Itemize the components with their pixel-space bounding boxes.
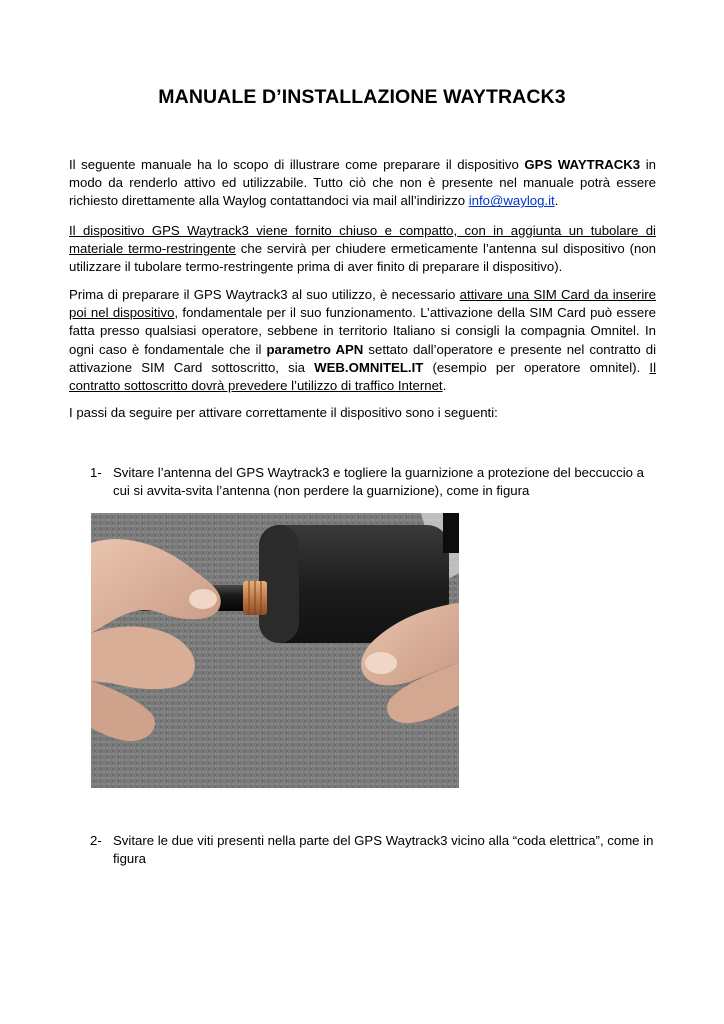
antenna-removal-photo xyxy=(91,513,459,788)
antenna-removal-illustration xyxy=(91,513,459,788)
step-2-number: 2- xyxy=(90,833,102,848)
contact-email-link[interactable]: info@waylog.it xyxy=(468,193,555,209)
sim-underlined-text-1: attivare una SIM Card da inserire poi nel dispositivo xyxy=(69,287,656,321)
intro-paragraph xyxy=(69,156,656,211)
intro-text-2: in modo da renderlo attivo ed utilizzabile. Tutto ciò che non è presente nel manuale potrà essere richiesto direttamente alla Waylog contattandoci via mail all’indirizzo xyxy=(69,157,656,209)
package-text: che servirà per chiudere ermeticamente l’antenna sul dispositivo (non utilizzare il tubolare termo-restringente prima di aver finito di preparare il dispositivo). xyxy=(69,241,656,275)
package-paragraph xyxy=(69,222,656,277)
step-1-text: Svitare l’antenna del GPS Waytrack3 e togliere la guarnizione a protezione del beccuccio a cui si avvita-svita l’antenna (non perdere la guarnizione), come in figura xyxy=(113,465,644,499)
sim-text-1: Prima di preparare il GPS Waytrack3 al suo utilizzo, è necessario xyxy=(69,287,460,302)
sim-text-2: , fondamentale per il suo funzionamento. L’attivazione della SIM Card può essere fatta presso qualsiasi operatore, sebbene in territorio Italiano si consigli la compagnia Omnitel. In ogni caso è fondamentale che il xyxy=(69,305,656,357)
step-1-number: 1- xyxy=(90,465,102,480)
step-2 xyxy=(90,832,656,868)
document-title: MANUALE D’INSTALLAZIONE WAYTRACK3 xyxy=(158,86,566,108)
intro-text-1: Il seguente manuale ha lo scopo di illustrare come preparare il dispositivo xyxy=(69,157,525,172)
intro-device-name: GPS WAYTRACK3 xyxy=(524,157,641,172)
apn-parameter-label: parametro APN xyxy=(266,341,364,357)
intro-text-3: . xyxy=(554,193,559,209)
sim-text-3: settato dall’operatore e presente nel contratto di attivazione SIM Card sottoscritto, sia xyxy=(69,341,656,375)
sim-text-5: . xyxy=(442,378,447,394)
step-2-text: Svitare le due viti presenti nella parte del GPS Waytrack3 vicino alla “coda elettrica”, come in figura xyxy=(113,833,654,867)
sim-paragraph xyxy=(69,286,656,395)
package-underlined-text: Il dispositivo GPS Waytrack3 viene fornito chiuso e compatto, con in aggiunta un tubolare di materiale termo-restringente xyxy=(69,223,656,257)
apn-value: WEB.OMNITEL.IT xyxy=(314,359,424,375)
step-1 xyxy=(90,464,656,500)
sim-text-4: (esempio per operatore omnitel). xyxy=(423,359,650,375)
sim-underlined-text-2: Il contratto sottoscritto dovrà prevedere l’utilizzo di traffico Internet xyxy=(69,359,656,394)
steps-intro: I passi da seguire per attivare correttamente il dispositivo sono i seguenti: xyxy=(69,405,498,420)
